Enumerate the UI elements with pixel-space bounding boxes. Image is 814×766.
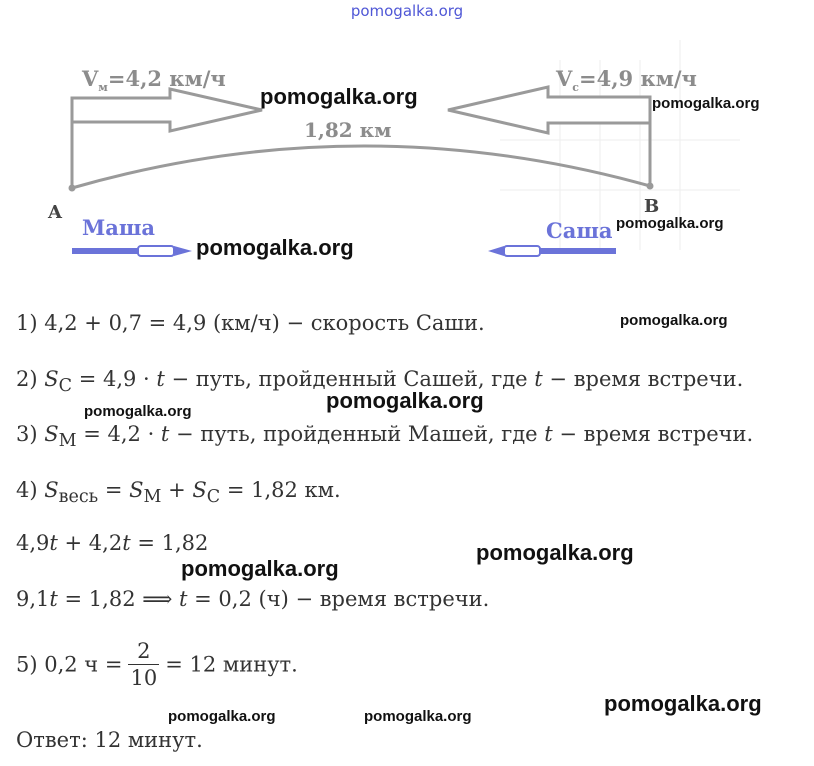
masha-arrow <box>72 246 192 256</box>
masha-velocity-arrow <box>72 89 262 131</box>
watermark: pomogalka.org <box>326 388 484 413</box>
fraction: $\frac{2}{10}$ <box>130 639 158 690</box>
watermark: pomogalka.org <box>260 84 418 109</box>
answer-line: Ответ: 12 минут. <box>16 728 203 752</box>
point-a-label: A <box>48 202 62 223</box>
watermark: pomogalka.org <box>616 215 724 232</box>
watermark: pomogalka.org <box>84 403 192 420</box>
watermark: pomogalka.org <box>476 540 634 565</box>
watermark: pomogalka.org <box>364 708 472 725</box>
watermark: pomogalka.org <box>168 708 276 725</box>
point-b-label: B <box>644 196 660 217</box>
solution-line-3: 3) $S_М = 4,2 \cdot t$ − путь, пройденный Машей, где t − время встречи. <box>16 422 754 452</box>
distance-label: 1,82 км <box>304 118 392 142</box>
watermark: pomogalka.org <box>620 312 728 329</box>
sasha-arrow <box>488 246 616 256</box>
solution-line-6: 9,1t = 1,82 ⟹ t = 0,2 (ч) − время встречи. <box>16 587 490 611</box>
point-b-dot <box>647 183 654 190</box>
watermark: pomogalka.org <box>604 691 762 716</box>
solution-line-5: 4,9t + 4,2t = 1,82 <box>16 531 209 555</box>
solution-line-4: 4) $S_{весь} = S_М + S_С = 1,82$ км. <box>16 478 341 508</box>
motion-diagram <box>0 0 814 300</box>
masha-velocity-label: $V_м=4,2$ км/ч <box>82 66 226 95</box>
watermark: pomogalka.org <box>196 235 354 260</box>
watermark: pomogalka.org <box>181 556 339 581</box>
solution-line-7: 5) 0,2 ч = $\frac{2}{10}$ = 12 минут. <box>16 639 298 690</box>
distance-arc <box>72 146 650 188</box>
solution-line-2: 2) $S_С = 4,9 \cdot t$ − путь, пройденный Сашей, где t − время встречи. <box>16 367 744 397</box>
sasha-velocity-label: $V_с=4,9$ км/ч <box>556 66 697 95</box>
solution-line-1: 1) 4,2 + 0,7 = 4,9 (км/ч) − скорость Саши. <box>16 311 485 335</box>
watermark: pomogalka.org <box>652 95 760 112</box>
watermark-top: pomogalka.org <box>350 2 464 20</box>
point-a-dot <box>69 185 76 192</box>
masha-label: Маша <box>82 215 156 240</box>
sasha-label: Саша <box>546 218 613 243</box>
